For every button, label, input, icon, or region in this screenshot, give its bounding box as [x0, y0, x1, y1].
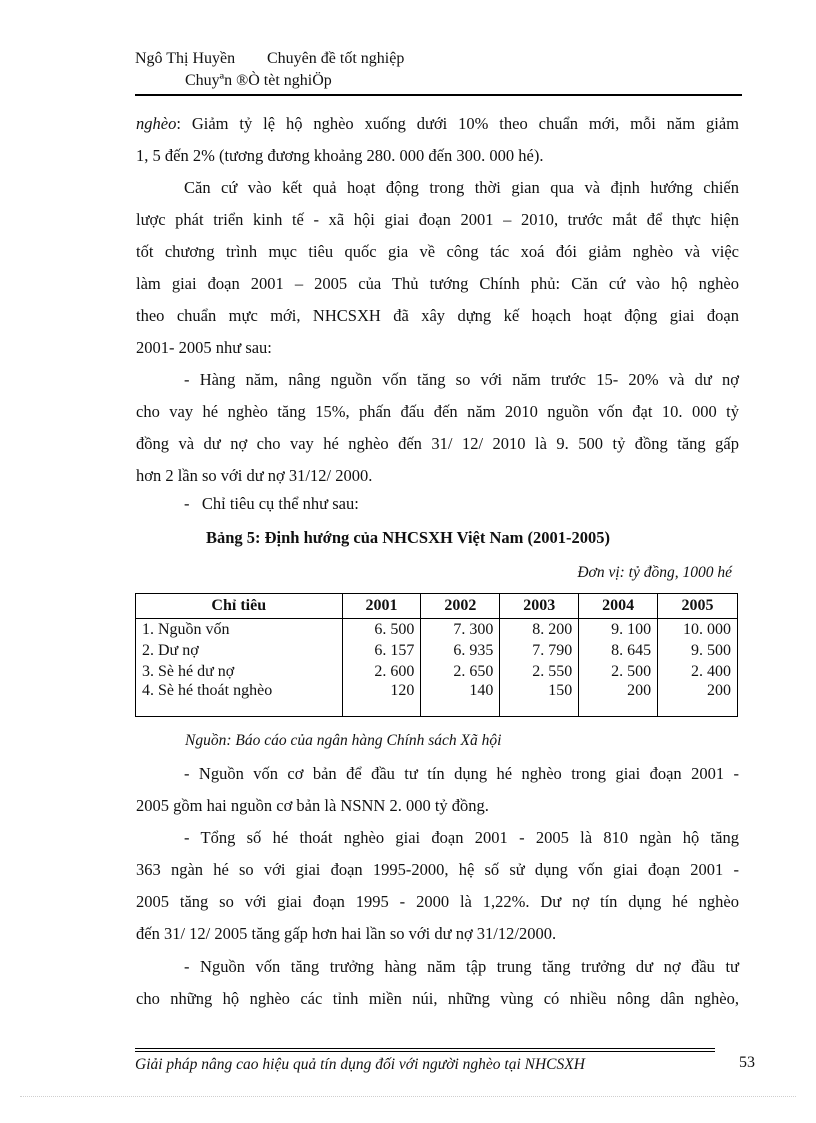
paragraph-2-line: đồng và dư nợ cho vay hé nghèo đến 31/ 12/ 2010 là 9. 500 tỷ đồng tăng gấp — [136, 434, 739, 453]
col-header-year: 2003 — [500, 594, 579, 619]
table-cell: 6. 500 — [342, 619, 421, 641]
col-header-year: 2001 — [342, 594, 421, 619]
intro-paragraph — [136, 108, 739, 172]
table-cell: 8. 645 — [579, 640, 658, 661]
paragraph-2-line: cho vay hé nghèo tăng 15%, phấn đấu đến năm 2010 nguồn vốn đạt 10. 000 tỷ — [136, 402, 739, 421]
footer-text: Giải pháp nâng cao hiệu quả tín dụng đối với người nghèo tại NHCSXH — [135, 1056, 585, 1073]
paragraph-1-line: lược phát triển kinh tế - xã hội giai đoạn 2001 – 2010, trước mắt để thực hiện — [136, 210, 739, 229]
header-title-garbled: Chuyªn ®Ò tèt nghiÖp — [185, 72, 332, 89]
table-header-row — [136, 594, 738, 619]
table-cell: 2. 550 — [500, 661, 579, 682]
table-cell: 8. 200 — [500, 619, 579, 641]
paragraph-4-line: 363 ngàn hé so với giai đoạn 1995-2000, hệ số sử dụng vốn giai đoạn 2001 - — [136, 860, 739, 879]
paragraph-1-line: làm giai đoạn 2001 – 2005 của Thủ tướng Chính phủ: Căn cứ vào hộ nghèo — [136, 274, 739, 293]
table-row — [136, 682, 738, 717]
intro-line-2: 1, 5 đến 2% (tương đương khoảng 280. 000 đến 300. 000 hé). — [136, 146, 544, 165]
col-header-indicator: Chỉ tiêu — [136, 594, 343, 619]
col-header-year: 2005 — [658, 594, 738, 619]
data-table — [135, 593, 738, 717]
table-cell: 200 — [658, 682, 738, 717]
paragraph-1-line: 2001- 2005 như sau: — [136, 338, 272, 357]
row-label: 4. Sè hé thoát nghèo — [136, 682, 343, 717]
table-cell: 9. 500 — [658, 640, 738, 661]
paragraph-4-line: - Tổng số hé thoát nghèo giai đoạn 2001 - 2005 là 810 ngàn hộ tăng — [184, 828, 739, 847]
paragraph-2 — [136, 364, 739, 492]
table-cell: 120 — [342, 682, 421, 717]
intro-italic-word: nghèo — [136, 114, 177, 133]
paragraph-4-line: 2005 tăng so với giai đoạn 1995 - 2000 là 1,22%. Dư nợ tín dụng hé nghèo — [136, 892, 739, 911]
table-cell: 7. 790 — [500, 640, 579, 661]
paragraph-5 — [136, 951, 739, 1015]
table-cell: 2. 400 — [658, 661, 738, 682]
intro-line-1: nghèo: Giảm tỷ lệ hộ nghèo xuống dưới 10% theo chuẩn mới, mỗi năm giảm — [136, 114, 739, 133]
table-cell: 2. 500 — [579, 661, 658, 682]
header-title: Chuyên đề tốt nghiệp — [267, 50, 405, 67]
paragraph-5-line: cho những hộ nghèo các tỉnh miền núi, những vùng có nhiều nông dân nghèo, — [136, 989, 739, 1008]
paragraph-1-line: Căn cứ vào kết quả hoạt động trong thời gian qua và định hướng chiến — [184, 178, 739, 197]
paragraph-4 — [136, 822, 739, 950]
paragraph-3 — [136, 758, 739, 822]
table-row — [136, 619, 738, 641]
paragraph-2-line: - Hàng năm, nâng nguồn vốn tăng so với năm trước 15- 20% và dư nợ — [184, 370, 739, 389]
paragraph-3-line: 2005 gồm hai nguồn cơ bản là NSNN 2. 000 tỷ đồng. — [136, 796, 489, 815]
page-edge-dots — [20, 1096, 796, 1097]
table-row — [136, 661, 738, 682]
row-label: 2. Dư nợ — [136, 640, 343, 661]
table-cell: 200 — [579, 682, 658, 717]
paragraph-2-line: hơn 2 lần so với dư nợ 31/12/ 2000. — [136, 466, 373, 485]
header-rule — [135, 94, 742, 96]
table-cell: 9. 100 — [579, 619, 658, 641]
table-cell: 6. 157 — [342, 640, 421, 661]
table-cell: 2. 650 — [421, 661, 500, 682]
footer-rule — [135, 1051, 715, 1052]
paragraph-3-line: - Nguồn vốn cơ bản để đầu tư tín dụng hé nghèo trong giai đoạn 2001 - — [184, 764, 739, 783]
bullet-line: - Chỉ tiêu cụ thể như sau: — [184, 494, 359, 513]
table-source: Nguồn: Báo cáo của ngân hàng Chính sách Xã hội — [185, 732, 502, 749]
table-unit: Đơn vị: tỷ đồng, 1000 hé — [577, 564, 732, 581]
table-row — [136, 640, 738, 661]
table-cell: 10. 000 — [658, 619, 738, 641]
paragraph-1 — [136, 172, 739, 364]
table-cell: 150 — [500, 682, 579, 717]
paragraph-4-line: đến 31/ 12/ 2005 tăng gấp hơn hai lần so với dư nợ 31/12/2000. — [136, 924, 557, 943]
table-caption: Bảng 5: Định hướng của NHCSXH Việt Nam (2001-2005) — [205, 528, 611, 547]
col-header-year: 2002 — [421, 594, 500, 619]
page-number: 53 — [739, 1054, 755, 1071]
footer-rule — [135, 1048, 715, 1049]
table-cell: 7. 300 — [421, 619, 500, 641]
row-label: 3. Sè hé dư nợ — [136, 661, 343, 682]
table-cell: 6. 935 — [421, 640, 500, 661]
table-cell: 2. 600 — [342, 661, 421, 682]
paragraph-1-line: theo chuẩn mực mới, NHCSXH đã xây dựng kế hoạch hoạt động giai đoạn — [136, 306, 739, 325]
row-label: 1. Nguồn vốn — [136, 619, 343, 641]
paragraph-5-line: - Nguồn vốn tăng trưởng hàng năm tập trung tăng trưởng dư nợ đầu tư — [184, 957, 739, 976]
col-header-year: 2004 — [579, 594, 658, 619]
header-author: Ngô Thị Huyền — [135, 50, 236, 67]
table-cell: 140 — [421, 682, 500, 717]
paragraph-1-line: tốt chương trình mục tiêu quốc gia về công tác xoá đói giảm nghèo và việc — [136, 242, 739, 261]
